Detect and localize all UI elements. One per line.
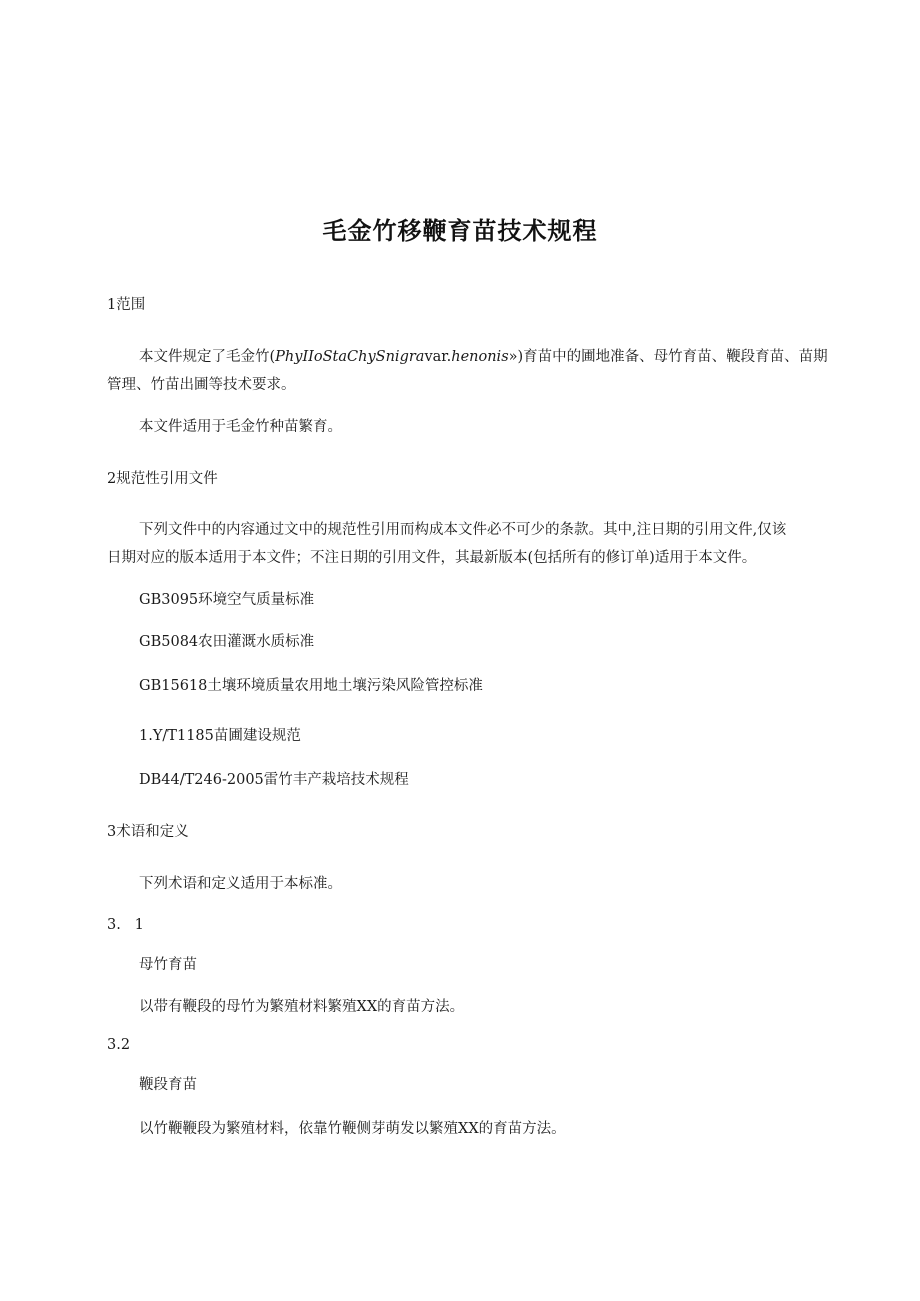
reference-item: DB44/T246-2005雷竹丰产栽培技术规程	[139, 772, 409, 788]
term-name: 鞭段育苗	[139, 1077, 197, 1093]
latin-var: var.	[424, 349, 452, 365]
term-definition: 以竹鞭鞭段为繁殖材料，依靠竹鞭侧芽萌发以繁殖XX的育苗方法。	[139, 1121, 566, 1137]
scope-text-b: »)育苗中的圃地准备、母竹育苗、鞭段育苗、苗期	[508, 349, 828, 365]
references-intro-line1: 下列文件中的内容通过文中的规范性引用而构成本文件必不可少的条款。其中,注日期的引用文件,仅该	[139, 522, 787, 538]
reference-item: GB3095环境空气质量标准	[139, 592, 315, 608]
term-name: 母竹育苗	[139, 957, 197, 973]
scope-paragraph-line1	[139, 345, 828, 366]
references-intro-line2: 日期对应的版本适用于本文件；不注日期的引用文件，其最新版本(包括所有的修订单)适用于本文件。	[107, 550, 757, 566]
section-heading-normative-references: 2规范性引用文件	[107, 471, 218, 487]
term-definition: 以带有鞭段的母竹为繁殖材料繁殖XX的育苗方法。	[139, 999, 465, 1015]
latin-name: PhyIIoStaChySnigra	[275, 349, 425, 365]
scope-applicability: 本文件适用于毛金竹种苗繁育。	[139, 419, 342, 435]
section-heading-terms: 3术语和定义	[107, 824, 189, 840]
section-heading-scope: 1范围	[107, 297, 146, 313]
latin-name-2: henonis	[451, 349, 509, 365]
terms-intro: 下列术语和定义适用于本标准。	[139, 876, 342, 892]
term-number: 3.2	[107, 1037, 131, 1053]
page-title: 毛金竹移鞭育苗技术规程	[322, 217, 598, 245]
term-number: 3. 1	[107, 917, 144, 933]
scope-text-a: 本文件规定了毛金竹(	[139, 349, 276, 365]
reference-item: GB5084农田灌溉水质标准	[139, 634, 315, 650]
reference-item: 1.Y/T1185苗圃建设规范	[139, 728, 301, 744]
reference-item: GB15618土壤环境质量农用地土壤污染风险管控标准	[139, 678, 483, 694]
scope-paragraph-line2: 管理、竹苗出圃等技术要求。	[107, 377, 296, 393]
